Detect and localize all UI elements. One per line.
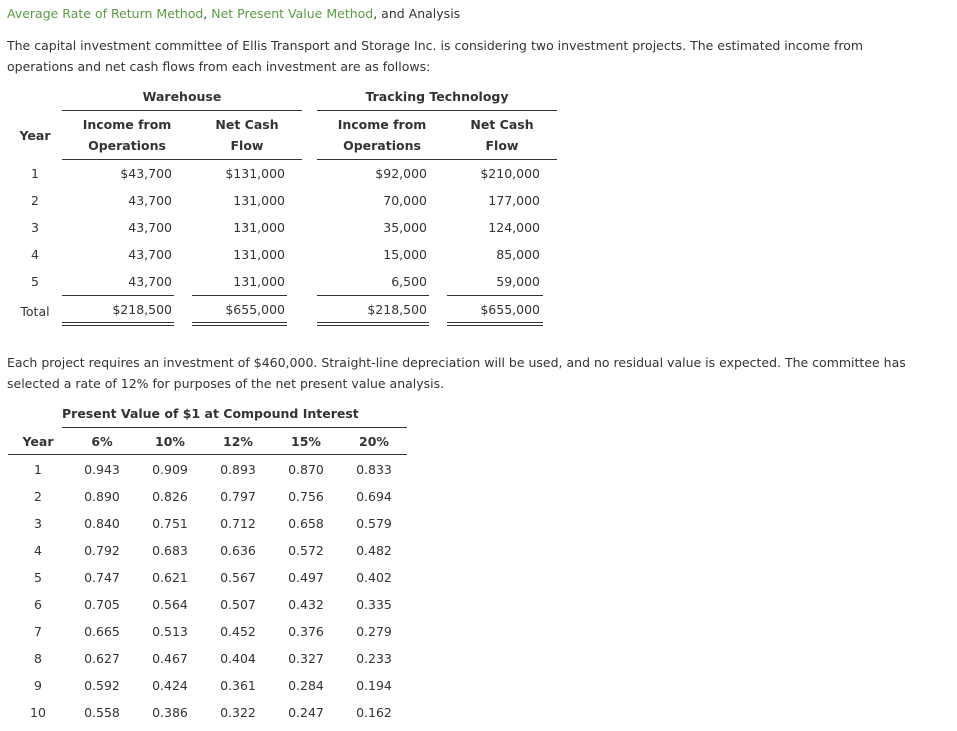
total-double-rule bbox=[317, 322, 429, 326]
pv-header-20pct: 20% bbox=[359, 434, 389, 449]
warehouse-group-rule bbox=[62, 110, 302, 111]
pv-factor-cell: 0.627 bbox=[84, 651, 120, 666]
total-label: Total bbox=[20, 304, 50, 319]
pv-factor-cell: 0.361 bbox=[220, 678, 256, 693]
pv-factor-cell: 0.233 bbox=[356, 651, 392, 666]
pv-factor-cell: 0.432 bbox=[288, 597, 324, 612]
pv-header-6pct: 6% bbox=[91, 434, 113, 449]
pv-factor-cell: 0.694 bbox=[356, 489, 392, 504]
pv-factor-cell: 0.797 bbox=[220, 489, 256, 504]
wh-cash-cell: $131,000 bbox=[225, 166, 285, 181]
tt-cash-cell: 177,000 bbox=[488, 193, 540, 208]
year-cell: 5 bbox=[31, 274, 39, 289]
tt-income-cell: 6,500 bbox=[391, 274, 427, 289]
pv-factor-cell: 0.497 bbox=[288, 570, 324, 585]
wh-income-cell: 43,700 bbox=[128, 274, 172, 289]
year-cell: 4 bbox=[31, 247, 39, 262]
title-separator: , bbox=[203, 6, 212, 21]
subtotal-rule bbox=[317, 295, 429, 296]
pv-title-rule bbox=[62, 427, 407, 428]
pv-year-cell: 8 bbox=[34, 651, 42, 666]
pv-factor-cell: 0.943 bbox=[84, 462, 120, 477]
total-tt-cash: $655,000 bbox=[480, 302, 540, 317]
pv-factor-cell: 0.376 bbox=[288, 624, 324, 639]
pv-factor-cell: 0.194 bbox=[356, 678, 392, 693]
assumptions-paragraph: Each project requires an investment of $460,000. Straight-line depreciation will be used, and no residual value is expected. The committee has selected a rate of 12% for purposes of the net present value analysis. bbox=[7, 355, 906, 391]
pv-factor-cell: 0.424 bbox=[152, 678, 188, 693]
pv-factor-cell: 0.402 bbox=[356, 570, 392, 585]
pv-factor-cell: 0.870 bbox=[288, 462, 324, 477]
warehouse-header-rule bbox=[62, 159, 302, 160]
pv-header-10pct: 10% bbox=[155, 434, 185, 449]
pv-factor-cell: 0.404 bbox=[220, 651, 256, 666]
pv-factor-cell: 0.792 bbox=[84, 543, 120, 558]
wh-cash-cell: 131,000 bbox=[233, 247, 285, 262]
tt-cash-header: Net Cash bbox=[470, 117, 534, 132]
pv-factor-cell: 0.247 bbox=[288, 705, 324, 720]
total-tt-income: $218,500 bbox=[367, 302, 427, 317]
tt-income-cell: 70,000 bbox=[383, 193, 427, 208]
pv-factor-cell: 0.386 bbox=[152, 705, 188, 720]
wh-cash-header: Net Cash bbox=[215, 117, 279, 132]
pv-factor-cell: 0.564 bbox=[152, 597, 188, 612]
wh-cash-header: Flow bbox=[230, 138, 264, 153]
average-rate-of-return-link[interactable]: Average Rate of Return Method bbox=[7, 6, 204, 21]
title-tail: , and Analysis bbox=[373, 6, 461, 21]
pv-factor-cell: 0.890 bbox=[84, 489, 120, 504]
pv-year-cell: 10 bbox=[30, 705, 46, 720]
pv-factor-cell: 0.705 bbox=[84, 597, 120, 612]
pv-year-cell: 2 bbox=[34, 489, 42, 504]
tt-income-header: Operations bbox=[343, 138, 421, 153]
pv-factor-cell: 0.909 bbox=[152, 462, 188, 477]
pv-factor-cell: 0.826 bbox=[152, 489, 188, 504]
group-header-tracking-technology: Tracking Technology bbox=[365, 89, 509, 104]
tt-income-cell: 35,000 bbox=[383, 220, 427, 235]
pv-factor-cell: 0.636 bbox=[220, 543, 256, 558]
pv-factor-cell: 0.452 bbox=[220, 624, 256, 639]
pv-factor-cell: 0.284 bbox=[288, 678, 324, 693]
subtotal-rule bbox=[192, 295, 287, 296]
pv-factor-cell: 0.893 bbox=[220, 462, 256, 477]
year-column-header: Year bbox=[19, 128, 51, 143]
wh-income-cell: 43,700 bbox=[128, 220, 172, 235]
pv-factor-cell: 0.683 bbox=[152, 543, 188, 558]
pv-factor-cell: 0.327 bbox=[288, 651, 324, 666]
total-double-rule bbox=[62, 322, 174, 326]
total-double-rule bbox=[447, 322, 543, 326]
total-double-rule bbox=[192, 322, 287, 326]
wh-income-header: Operations bbox=[88, 138, 166, 153]
tracking-group-rule bbox=[317, 110, 557, 111]
wh-cash-cell: 131,000 bbox=[233, 220, 285, 235]
tt-income-cell: $92,000 bbox=[375, 166, 427, 181]
wh-cash-cell: 131,000 bbox=[233, 274, 285, 289]
pv-factor-cell: 0.833 bbox=[356, 462, 392, 477]
intro-paragraph: The capital investment committee of Ellis Transport and Storage Inc. is considering two investment projects. The estimated income from operations and net cash flows from each investment are as follows: bbox=[7, 38, 864, 74]
pv-header-year: Year bbox=[22, 434, 54, 449]
tracking-header-rule bbox=[317, 159, 557, 160]
pv-factor-cell: 0.747 bbox=[84, 570, 120, 585]
pv-year-cell: 1 bbox=[34, 462, 42, 477]
pv-year-cell: 5 bbox=[34, 570, 42, 585]
wh-income-header: Income from bbox=[82, 117, 172, 132]
pv-header-rule bbox=[8, 454, 407, 455]
year-cell: 1 bbox=[31, 166, 39, 181]
year-cell: 3 bbox=[31, 220, 39, 235]
tt-income-cell: 15,000 bbox=[383, 247, 427, 262]
wh-income-cell: $43,700 bbox=[120, 166, 172, 181]
wh-income-cell: 43,700 bbox=[128, 247, 172, 262]
subtotal-rule bbox=[447, 295, 543, 296]
net-present-value-link[interactable]: Net Present Value Method bbox=[211, 6, 374, 21]
pv-factor-cell: 0.335 bbox=[356, 597, 392, 612]
pv-factor-cell: 0.322 bbox=[220, 705, 256, 720]
tt-cash-cell: 124,000 bbox=[488, 220, 540, 235]
pv-factor-cell: 0.840 bbox=[84, 516, 120, 531]
pv-factor-cell: 0.712 bbox=[220, 516, 256, 531]
pv-factor-cell: 0.665 bbox=[84, 624, 120, 639]
pv-factor-cell: 0.513 bbox=[152, 624, 188, 639]
pv-year-cell: 4 bbox=[34, 543, 42, 558]
pv-factor-cell: 0.558 bbox=[84, 705, 120, 720]
pv-factor-cell: 0.467 bbox=[152, 651, 188, 666]
tt-cash-cell: 59,000 bbox=[496, 274, 540, 289]
pv-year-cell: 3 bbox=[34, 516, 42, 531]
total-wh-income: $218,500 bbox=[112, 302, 172, 317]
page-title bbox=[7, 6, 460, 21]
pv-factor-cell: 0.621 bbox=[152, 570, 188, 585]
pv-factor-cell: 0.572 bbox=[288, 543, 324, 558]
year-cell: 2 bbox=[31, 193, 39, 208]
pv-header-15pct: 15% bbox=[291, 434, 321, 449]
pv-year-cell: 9 bbox=[34, 678, 42, 693]
pv-factor-cell: 0.507 bbox=[220, 597, 256, 612]
wh-income-cell: 43,700 bbox=[128, 193, 172, 208]
pv-table-title: Present Value of $1 at Compound Interest bbox=[62, 406, 359, 421]
pv-factor-cell: 0.592 bbox=[84, 678, 120, 693]
pv-factor-cell: 0.658 bbox=[288, 516, 324, 531]
pv-factor-cell: 0.567 bbox=[220, 570, 256, 585]
pv-factor-cell: 0.279 bbox=[356, 624, 392, 639]
total-wh-cash: $655,000 bbox=[225, 302, 285, 317]
pv-factor-cell: 0.482 bbox=[356, 543, 392, 558]
wh-cash-cell: 131,000 bbox=[233, 193, 285, 208]
tt-cash-cell: 85,000 bbox=[496, 247, 540, 262]
pv-factor-cell: 0.751 bbox=[152, 516, 188, 531]
tt-cash-cell: $210,000 bbox=[480, 166, 540, 181]
pv-year-cell: 6 bbox=[34, 597, 42, 612]
pv-factor-cell: 0.579 bbox=[356, 516, 392, 531]
tt-income-header: Income from bbox=[337, 117, 427, 132]
pv-factor-cell: 0.162 bbox=[356, 705, 392, 720]
pv-factor-cell: 0.756 bbox=[288, 489, 324, 504]
tt-cash-header: Flow bbox=[485, 138, 519, 153]
pv-year-cell: 7 bbox=[34, 624, 42, 639]
subtotal-rule bbox=[62, 295, 174, 296]
group-header-warehouse: Warehouse bbox=[142, 89, 222, 104]
pv-header-12pct: 12% bbox=[223, 434, 253, 449]
